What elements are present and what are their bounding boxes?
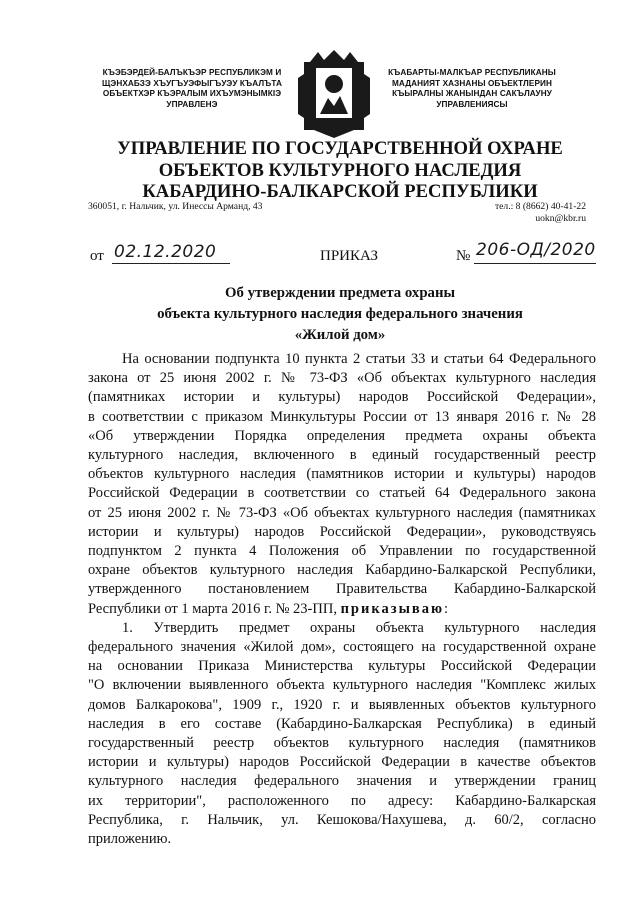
number-underline — [474, 263, 596, 264]
coat-of-arms-icon — [296, 48, 372, 138]
order-body — [88, 350, 596, 849]
agency-phone: тел.: 8 (8662) 40-41-22 — [494, 201, 586, 212]
text-line: «Об утверждении Порядка определения предмета охраны объекта — [88, 427, 596, 444]
text-line: 1. Утвердить предмет охраны объекта культурного наследия — [122, 619, 596, 636]
subject-line: объекта культурного наследия федерального значения — [157, 306, 523, 322]
text-line-suffix: : — [444, 600, 449, 617]
date-prefix: от — [90, 248, 104, 264]
order-subject — [70, 283, 610, 346]
header-left-line: ОБЪЕКТХЭР КЪЭРАЛЫМ ИХЪУМЭНЫМКIЭ — [102, 89, 282, 98]
agency-address: 360051, г. Нальчик, ул. Инессы Арманд, 43 — [88, 201, 263, 212]
number-prefix: № — [456, 248, 471, 264]
text-line: объектов культурного наследия (памятников истории и культуры) народов — [88, 466, 596, 483]
agency-email: uokn@kbr.ru — [535, 212, 586, 224]
paragraph-preamble — [88, 350, 596, 619]
text-line: закона от 25 июня 2002 г. № 73-ФЗ «Об объектах культурного наследия — [88, 370, 596, 387]
header-left-line: ЩЭНХАБЗЭ ХЪУГЪУЭФЫГЪУЭУ КЪАЛЪТА — [101, 78, 283, 88]
text-line: истории и культуры) народов Российской Федерации», руководствуясь — [88, 523, 596, 540]
order-number: 206-ОД/2020 — [476, 240, 596, 260]
order-doc-type: ПРИКАЗ — [320, 248, 378, 264]
text-line: подпунктом 2 пункта 4 Положения об Управлении по государственной — [88, 543, 596, 560]
header-kabardian-name — [92, 68, 292, 110]
text-line: на основании Приказа Министерства культуры Российской Федерации — [88, 658, 596, 675]
paragraph-item-1 — [88, 619, 596, 849]
header-right-line: МАДАНИЯТ ХАЗНАНЫ ОБЪЕКТЛЕРИН — [391, 78, 553, 88]
text-line: На основании подпункта 10 пункта 2 статьи 33 и статьи 64 Федерального — [122, 351, 596, 367]
text-line-prefix: Республики от 1 марта 2016 г. № 23-ПП, — [88, 600, 337, 617]
text-line — [88, 600, 596, 619]
header-right-line: УПРАВЛЕНИЯСЫ — [436, 99, 508, 109]
order-directive-word: приказываю — [340, 600, 445, 617]
text-line: "О включении выявленного объекта культурного наследия "Комплекс жилых — [88, 677, 596, 694]
text-line: от 25 июня 2002 г. № 73-ФЗ «Об объектах культурного наследия (памятниках — [88, 504, 596, 521]
text-line: утвержденного постановлением Правительства Кабардино-Балкарской — [88, 581, 596, 598]
agency-title-line: КАБАРДИНО-БАЛКАРСКОЙ РЕСПУБЛИКИ — [142, 181, 538, 202]
text-line: Республика, г. Нальчик, ул. Кешокова/Нахушева, д. 60/2, согласно — [88, 811, 596, 828]
text-line: культурного наследия, включенного в единый государственный реестр — [88, 447, 596, 464]
text-line: домов Балкарокова", 1909 г., 1920 г. и выявленных объектов культурного — [88, 696, 596, 713]
agency-title — [70, 138, 610, 203]
header-left-line: КЪЭБЭРДЕЙ-БАЛЪКЪЭР РЕСПУБЛИКЭМ И — [102, 68, 282, 77]
text-line: Российской Федерации в соответствии со статьей 64 Федерального закона — [88, 485, 596, 502]
header-right-line: КЪЫРАЛНЫ ЖАНЫНДАН САКЪЛАУНУ — [392, 89, 552, 98]
text-line: культурного наследия федерального значения и утверждении границ — [88, 773, 596, 790]
text-line: истории и культуры) народов Российской Федерации в качестве объектов — [88, 754, 596, 771]
text-line: охране объектов культурного наследия Кабардино-Балкарской Республики, — [88, 562, 596, 579]
text-line: в соответствии с приказом Минкультуры России от 13 января 2016 г. № 28 — [88, 408, 596, 425]
text-line: их территории", расположенного по адресу: Кабардино-Балкарская — [88, 792, 596, 809]
order-row — [90, 240, 600, 270]
agency-contacts — [495, 201, 586, 224]
text-line: федерального значения «Жилой дом», состоящего на государственной охране — [88, 639, 596, 656]
agency-title-line: УПРАВЛЕНИЕ ПО ГОСУДАРСТВЕННОЙ ОХРАНЕ — [117, 138, 563, 159]
header-left-line: УПРАВЛЕНЭ — [166, 99, 218, 109]
subject-line: Об утверждении предмета охраны — [224, 285, 456, 301]
text-line: наследия в его составе (Кабардино-Балкарская Республика) в единый — [88, 715, 596, 732]
text-line: (памятниках истории и культуры) народов Российской Федерации», — [88, 389, 596, 406]
order-date: 02.12.2020 — [114, 242, 217, 262]
header-balkar-name — [372, 68, 572, 110]
date-underline — [112, 263, 230, 264]
text-line: государственный реестр объектов культурного наследия (памятников — [88, 735, 596, 752]
text-line: приложению. — [88, 831, 172, 848]
agency-title-line: ОБЪЕКТОВ КУЛЬТУРНОГО НАСЛЕДИЯ — [158, 159, 522, 181]
subject-line: «Жилой дом» — [294, 327, 386, 343]
header-right-line: КЪАБАРТЫ-МАЛКЪАР РЕСПУБЛИКАНЫ — [388, 68, 556, 77]
